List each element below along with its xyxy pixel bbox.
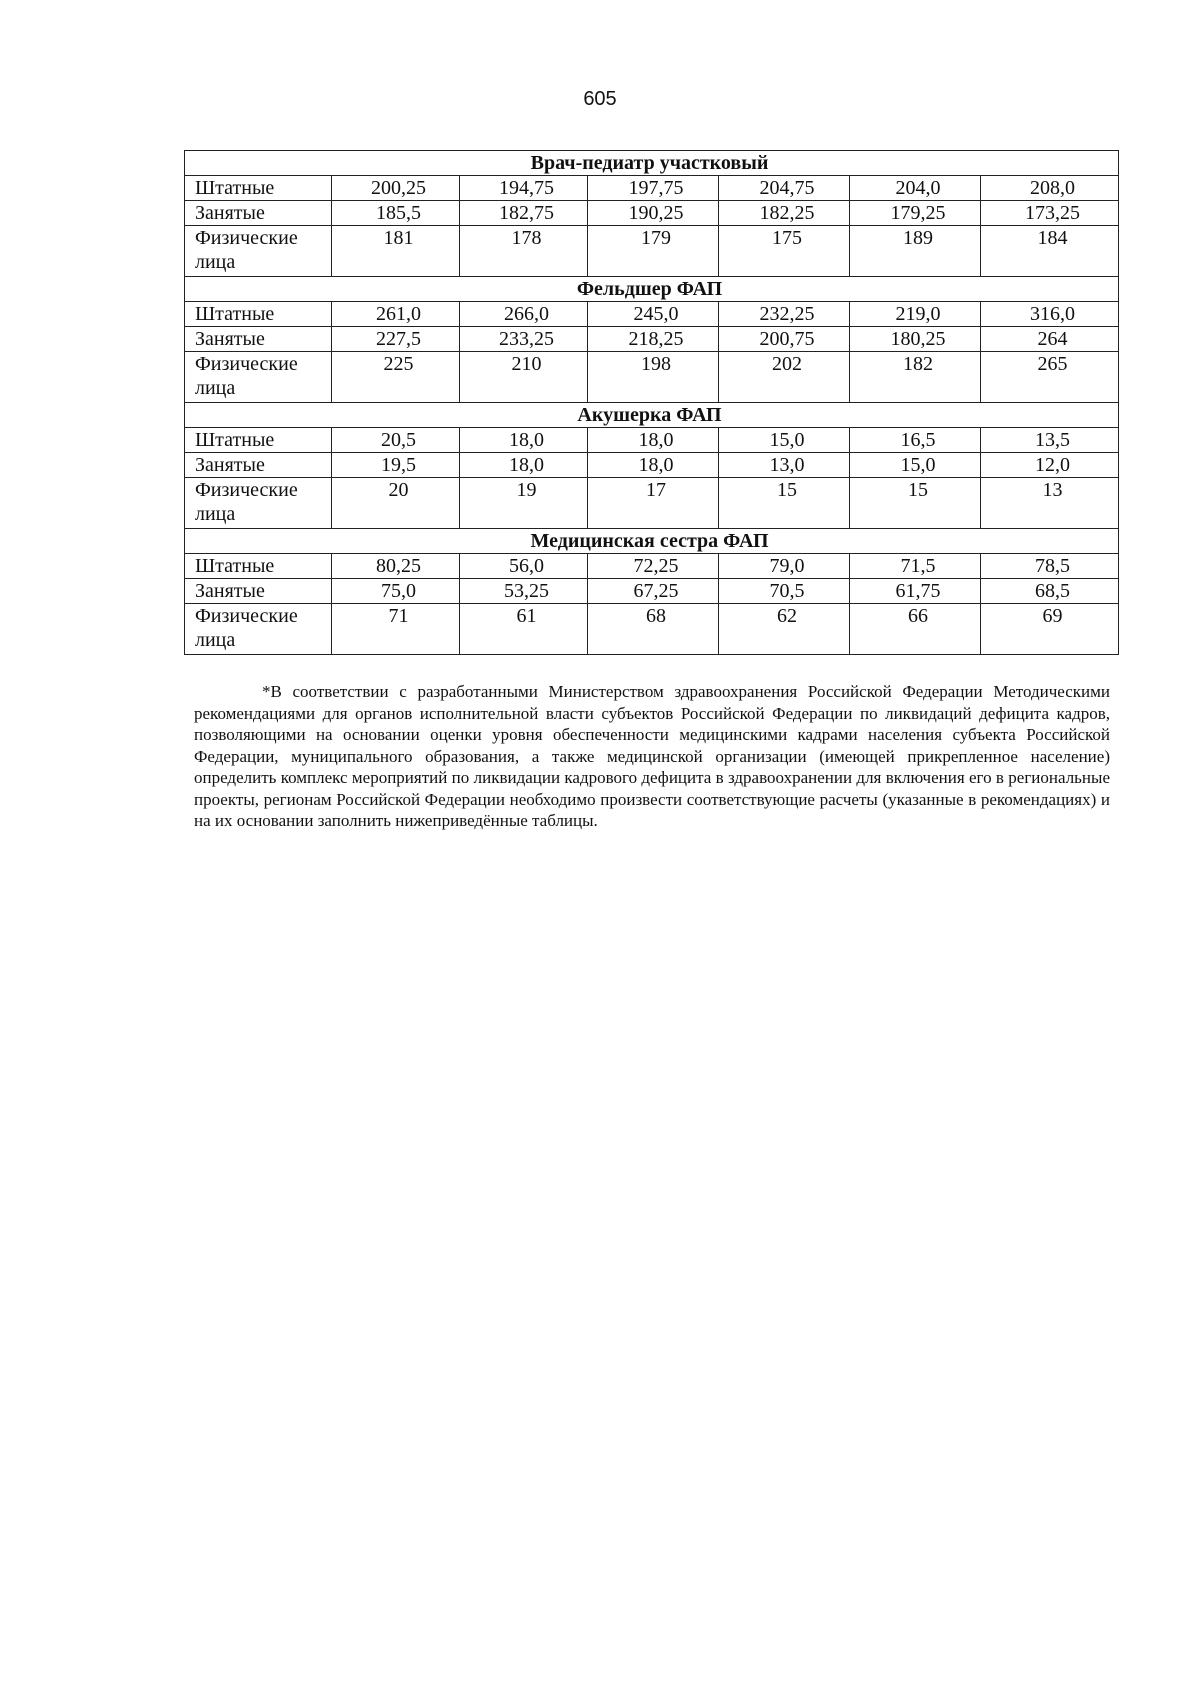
value-cell: 72,25 xyxy=(588,554,719,579)
value-cell: 182,25 xyxy=(719,201,850,226)
section-title: Медицинская сестра ФАП xyxy=(185,529,1119,554)
row-label: Физические лица xyxy=(185,478,332,529)
value-cell: 68 xyxy=(588,604,719,655)
section-header-row xyxy=(185,403,1119,428)
value-cell: 19,5 xyxy=(332,453,460,478)
value-cell: 15 xyxy=(850,478,981,529)
section-title: Акушерка ФАП xyxy=(185,403,1119,428)
row-label: Занятые xyxy=(185,201,332,226)
value-cell: 17 xyxy=(588,478,719,529)
value-cell: 179 xyxy=(588,226,719,277)
row-label: Штатные xyxy=(185,554,332,579)
section-title: Фельдшер ФАП xyxy=(185,277,1119,302)
value-cell: 190,25 xyxy=(588,201,719,226)
value-cell: 182 xyxy=(850,352,981,403)
value-cell: 71,5 xyxy=(850,554,981,579)
page-number: 605 xyxy=(583,88,617,110)
value-cell: 185,5 xyxy=(332,201,460,226)
row-label: Штатные xyxy=(185,176,332,201)
value-cell: 184 xyxy=(981,226,1119,277)
value-cell: 218,25 xyxy=(588,327,719,352)
table-row xyxy=(185,226,1119,277)
value-cell: 178 xyxy=(460,226,588,277)
table-row xyxy=(185,201,1119,226)
value-cell: 245,0 xyxy=(588,302,719,327)
value-cell: 18,0 xyxy=(460,428,588,453)
footnote-paragraph: *В соответствии с разработанными Министерством здравоохранения Российской Федерации Методическими рекомендациями для органов исполнительной власти субъектов Российской Федерации по ликвидаций дефицита кадров, позволяющими на основании оценки уровня обеспеченности медицинскими кадрами населения субъекта Российской Федерации, муниципального образования, а также медицинской организации (имеющей прикрепленное население) определить комплекс мероприятий по ликвидации кадрового дефицита в здравоохранении для включения его в региональные проекты, регионам Российской Федерации необходимо произвести соответствующие расчеты (указанные в рекомендациях) и на их основании заполнить нижеприведённые таблицы. xyxy=(194,682,1110,830)
value-cell: 15,0 xyxy=(719,428,850,453)
value-cell: 173,25 xyxy=(981,201,1119,226)
value-cell: 265 xyxy=(981,352,1119,403)
value-cell: 13 xyxy=(981,478,1119,529)
value-cell: 180,25 xyxy=(850,327,981,352)
row-label: Занятые xyxy=(185,453,332,478)
value-cell: 264 xyxy=(981,327,1119,352)
section-header-row xyxy=(185,151,1119,176)
value-cell: 189 xyxy=(850,226,981,277)
value-cell: 18,0 xyxy=(460,453,588,478)
table-row xyxy=(185,302,1119,327)
value-cell: 62 xyxy=(719,604,850,655)
row-label: Штатные xyxy=(185,302,332,327)
value-cell: 20 xyxy=(332,478,460,529)
value-cell: 12,0 xyxy=(981,453,1119,478)
row-label: Занятые xyxy=(185,327,332,352)
section-title: Врач-педиатр участковый xyxy=(185,151,1119,176)
staffing-table xyxy=(184,150,1119,655)
value-cell: 15 xyxy=(719,478,850,529)
section-header-row xyxy=(185,529,1119,554)
row-label: Штатные xyxy=(185,428,332,453)
value-cell: 69 xyxy=(981,604,1119,655)
value-cell: 13,0 xyxy=(719,453,850,478)
row-label: Занятые xyxy=(185,579,332,604)
value-cell: 15,0 xyxy=(850,453,981,478)
value-cell: 78,5 xyxy=(981,554,1119,579)
table-row xyxy=(185,176,1119,201)
section-header-row xyxy=(185,277,1119,302)
table-row xyxy=(185,327,1119,352)
value-cell: 200,25 xyxy=(332,176,460,201)
value-cell: 179,25 xyxy=(850,201,981,226)
table-row xyxy=(185,579,1119,604)
value-cell: 182,75 xyxy=(460,201,588,226)
value-cell: 198 xyxy=(588,352,719,403)
value-cell: 66 xyxy=(850,604,981,655)
value-cell: 53,25 xyxy=(460,579,588,604)
value-cell: 181 xyxy=(332,226,460,277)
value-cell: 261,0 xyxy=(332,302,460,327)
value-cell: 18,0 xyxy=(588,428,719,453)
value-cell: 194,75 xyxy=(460,176,588,201)
value-cell: 13,5 xyxy=(981,428,1119,453)
value-cell: 202 xyxy=(719,352,850,403)
value-cell: 232,25 xyxy=(719,302,850,327)
value-cell: 20,5 xyxy=(332,428,460,453)
value-cell: 175 xyxy=(719,226,850,277)
value-cell: 19 xyxy=(460,478,588,529)
value-cell: 225 xyxy=(332,352,460,403)
value-cell: 316,0 xyxy=(981,302,1119,327)
table-row xyxy=(185,352,1119,403)
value-cell: 266,0 xyxy=(460,302,588,327)
value-cell: 18,0 xyxy=(588,453,719,478)
value-cell: 75,0 xyxy=(332,579,460,604)
value-cell: 227,5 xyxy=(332,327,460,352)
table-row xyxy=(185,453,1119,478)
value-cell: 219,0 xyxy=(850,302,981,327)
value-cell: 197,75 xyxy=(588,176,719,201)
table-row xyxy=(185,554,1119,579)
value-cell: 200,75 xyxy=(719,327,850,352)
row-label: Физические лица xyxy=(185,604,332,655)
row-label: Физические лица xyxy=(185,226,332,277)
value-cell: 61,75 xyxy=(850,579,981,604)
row-label: Физические лица xyxy=(185,352,332,403)
value-cell: 204,0 xyxy=(850,176,981,201)
value-cell: 210 xyxy=(460,352,588,403)
value-cell: 68,5 xyxy=(981,579,1119,604)
table-row xyxy=(185,428,1119,453)
value-cell: 61 xyxy=(460,604,588,655)
value-cell: 56,0 xyxy=(460,554,588,579)
value-cell: 70,5 xyxy=(719,579,850,604)
table-row xyxy=(185,478,1119,529)
value-cell: 204,75 xyxy=(719,176,850,201)
value-cell: 233,25 xyxy=(460,327,588,352)
value-cell: 80,25 xyxy=(332,554,460,579)
value-cell: 208,0 xyxy=(981,176,1119,201)
value-cell: 16,5 xyxy=(850,428,981,453)
value-cell: 79,0 xyxy=(719,554,850,579)
table-row xyxy=(185,604,1119,655)
value-cell: 71 xyxy=(332,604,460,655)
value-cell: 67,25 xyxy=(588,579,719,604)
